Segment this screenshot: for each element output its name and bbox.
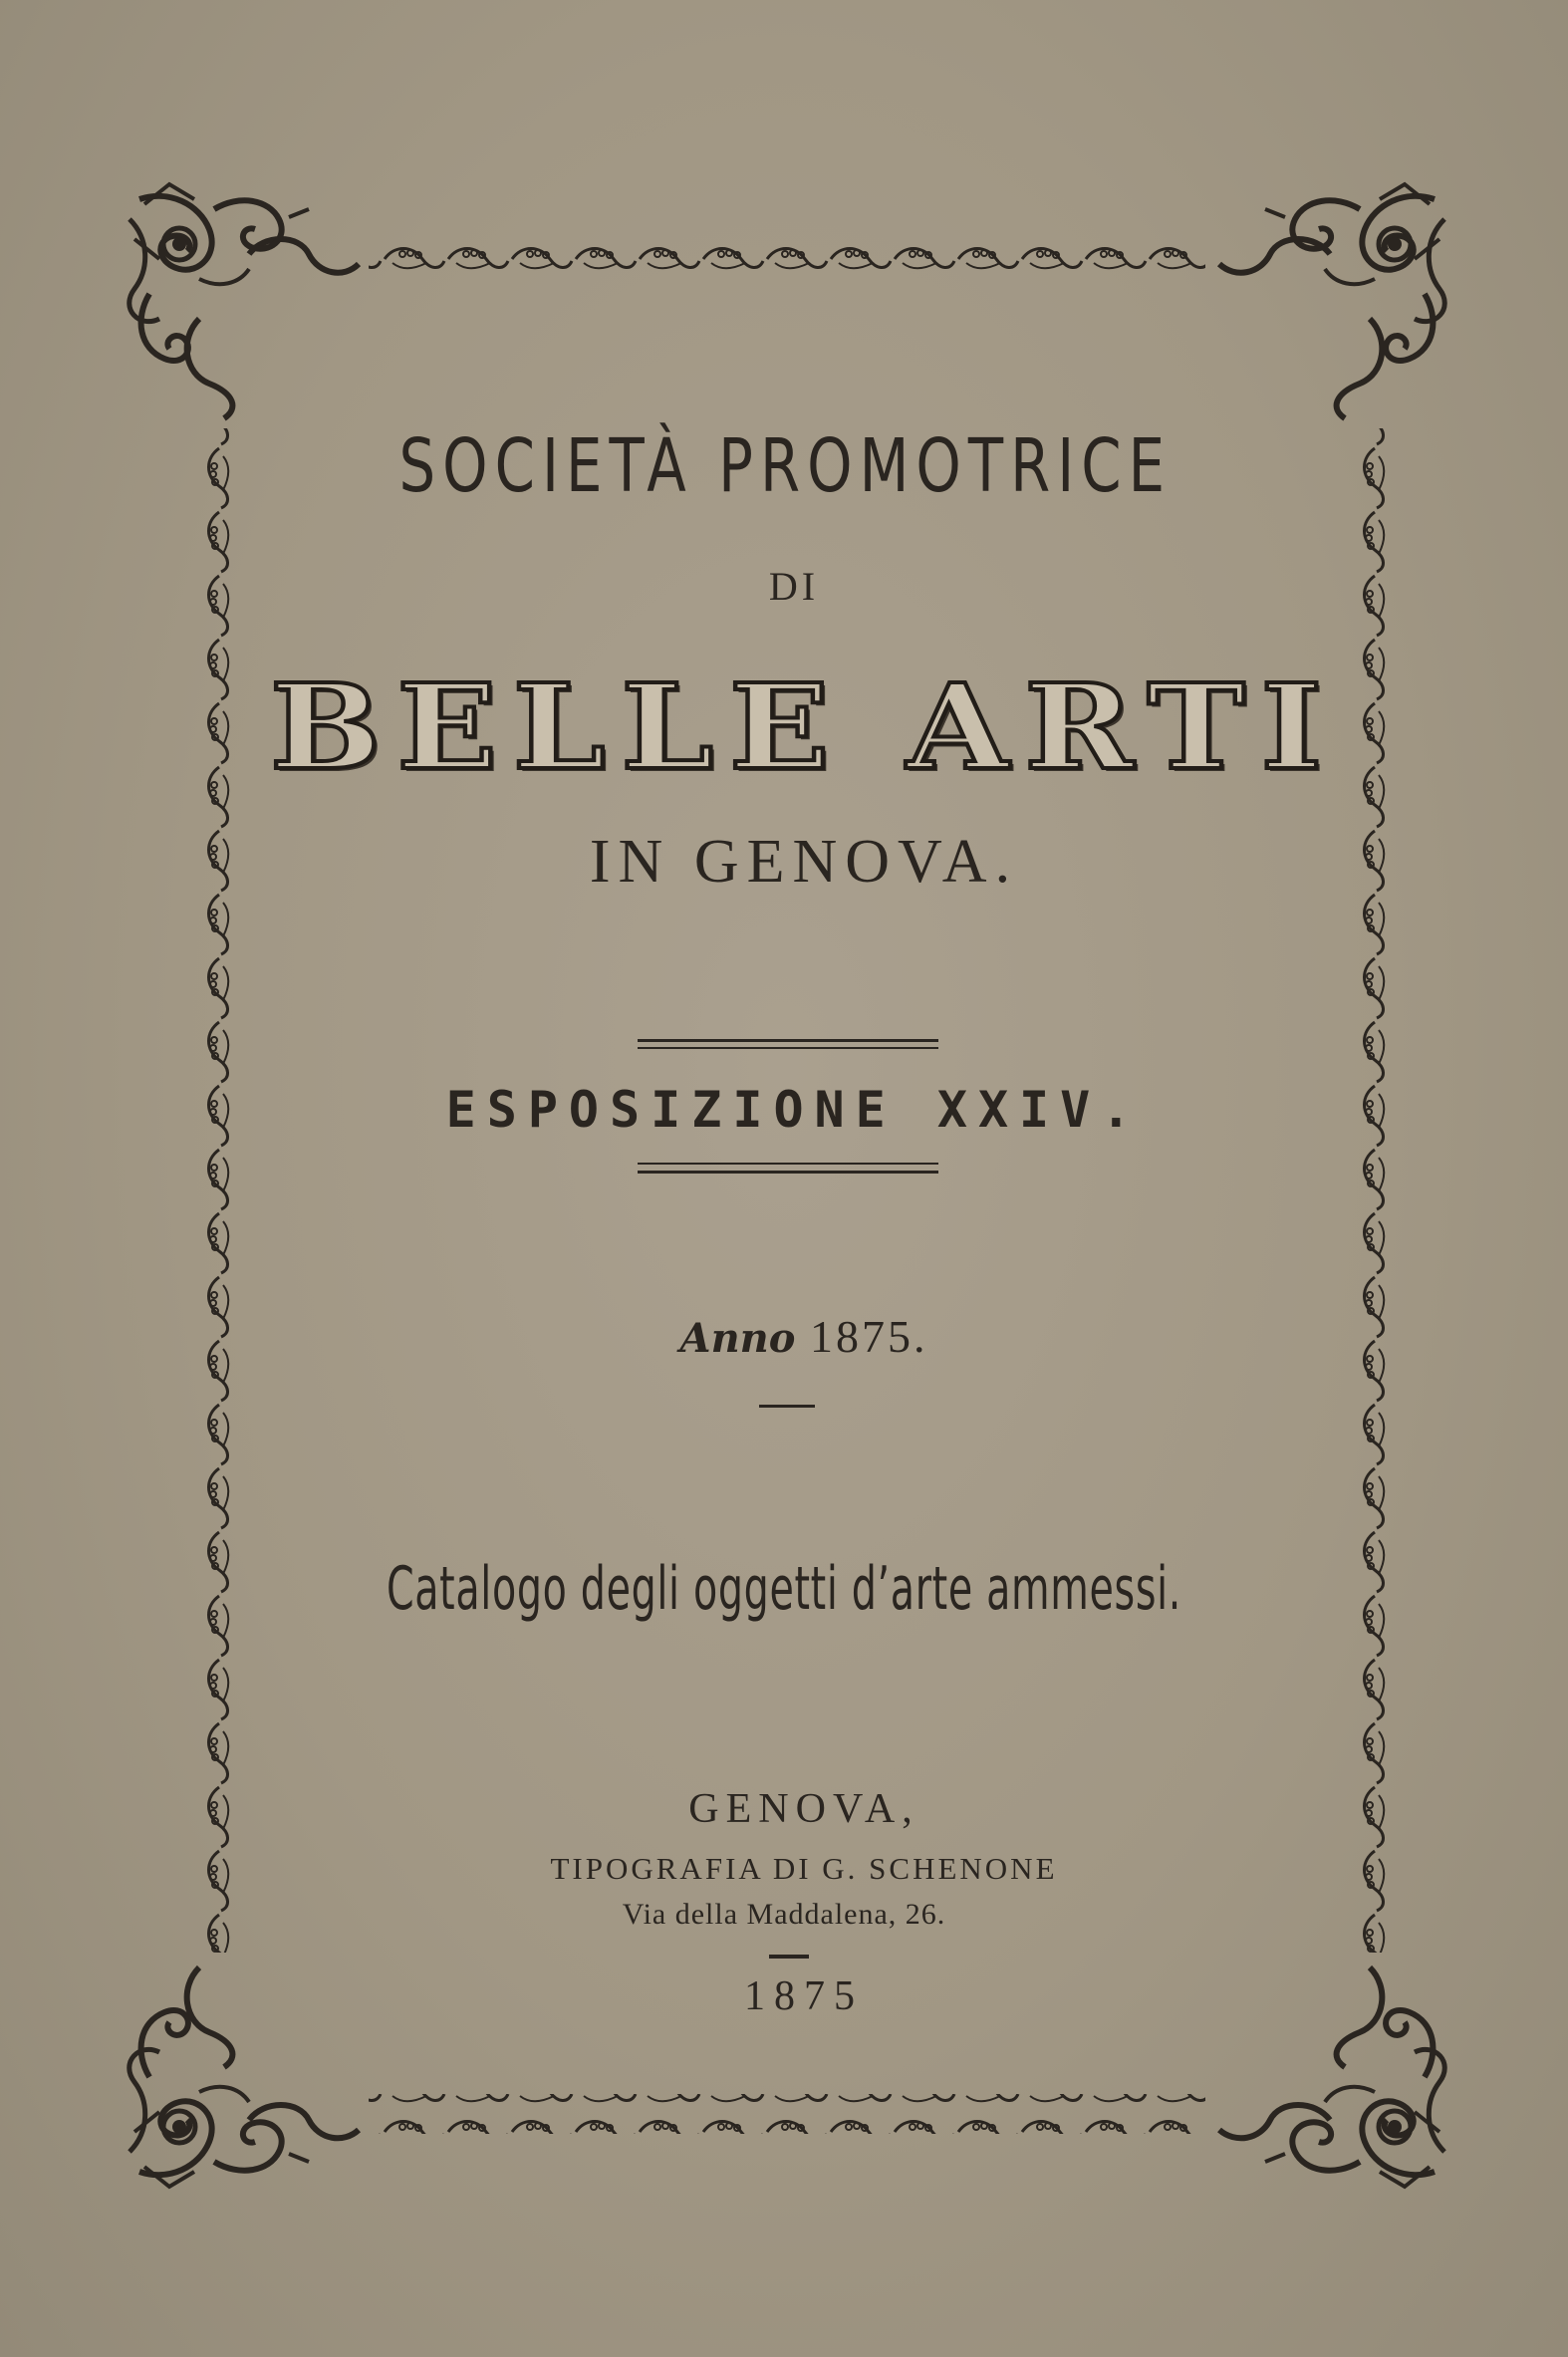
catalog-subtitle: Catalogo degli oggetti d’arte ammessi.: [386, 1554, 1182, 1624]
bottom-border-chain: [369, 2094, 1205, 2134]
year-word: Anno: [679, 1315, 796, 1362]
year-number: 1875.: [809, 1311, 928, 1362]
divider-double-bottom-a: [638, 1163, 938, 1165]
divider-double-top-b: [638, 1047, 938, 1049]
imprint-address: Via della Maddalena, 26.: [622, 1898, 946, 1931]
imprint-printer: TIPOGRAFIA DI G. SCHENONE: [550, 1851, 1058, 1886]
title-city: IN GENOVA.: [589, 828, 1019, 896]
top-border-chain: [369, 244, 1205, 284]
exhibition-number: ESPOSIZIONE XXIV.: [445, 1081, 1143, 1139]
imprint-city: GENOVA,: [688, 1786, 919, 1832]
divider-double-top-a: [638, 1039, 938, 1042]
corner-ornament-top-left: [130, 184, 309, 361]
divider-imprint: [769, 1955, 809, 1959]
title-society: SOCIETÀ PROMOTRICE: [398, 423, 1173, 509]
title-fine-arts: BELLE ARTI: [269, 657, 1339, 796]
exhibition-year: [20, 1310, 1568, 1363]
title-connector: DI: [768, 564, 820, 609]
corner-ornament-top-right: [1265, 184, 1444, 361]
divider-double-bottom-b: [638, 1171, 938, 1174]
divider-short: [759, 1405, 815, 1408]
imprint-year: 1875: [744, 1973, 864, 2019]
